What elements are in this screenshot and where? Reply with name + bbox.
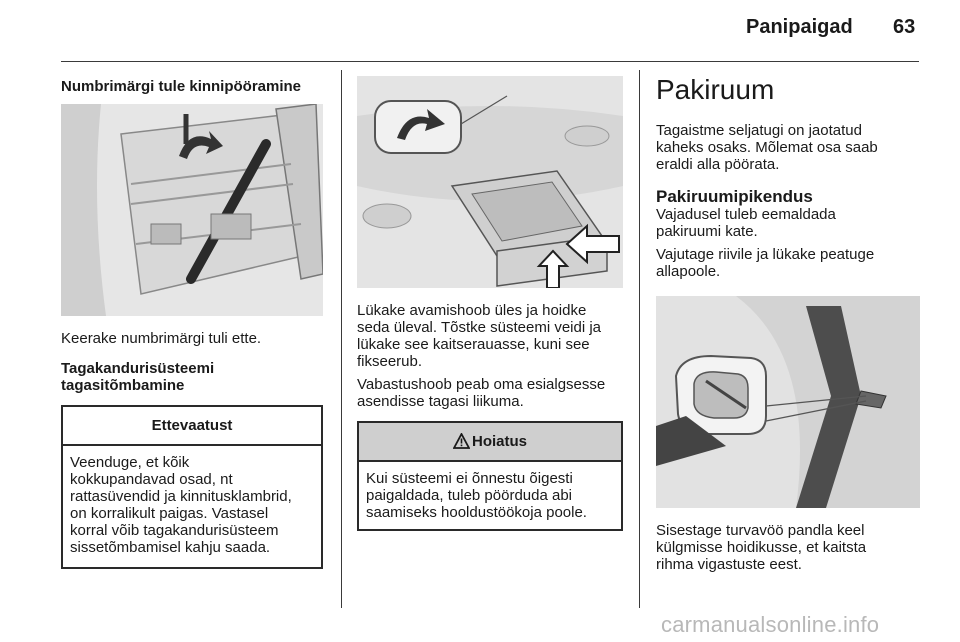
text-line: fikseerub. (357, 353, 423, 370)
caution-body (63, 446, 321, 564)
warning-body (359, 462, 621, 529)
rear-carrier-drawing (357, 76, 623, 288)
extension-para-1 (656, 206, 920, 240)
column-3-text (656, 74, 920, 280)
caution-title: Ettevaatust (63, 407, 321, 446)
text-line: lükake see kaitserauasse, kuni see (357, 336, 590, 353)
text-line: Sisestage turvavöö pandla keel (656, 522, 865, 539)
column-divider-2 (639, 70, 640, 608)
column-1 (61, 72, 323, 95)
section-heading-license-light: Numbrimärgi tule kinnipööramine (61, 78, 302, 95)
text-line: kaheks osaks. Mõlemat osa saab (656, 139, 878, 156)
warning-box (357, 421, 623, 531)
header-rule (61, 61, 919, 62)
caution-line: sissetõmbamisel kahju saada. (70, 539, 271, 556)
caution-line: on korralikult paigas. Vastasel (70, 505, 269, 522)
caption-license-light: Keerake numbrimärgi tuli ette. (61, 330, 262, 347)
text-line: Vajutage riivile ja lükake peatuge (656, 246, 875, 263)
text-line: Vabastushoob peab oma esialgsesse (357, 376, 606, 393)
column-divider-1 (341, 70, 342, 608)
warning-triangle-icon (453, 426, 470, 463)
seatbelt-drawing (656, 296, 920, 508)
column-1-lower (61, 330, 323, 394)
section-title-luggage: Pakiruum (656, 74, 775, 105)
warning-line: Kui süsteemi ei õnnestu õigesti (366, 470, 573, 487)
warning-line: paigaldada, tuleb pöörduda abi (366, 487, 573, 504)
text-line: asendisse tagasi liikuma. (357, 393, 524, 410)
page-header-title: Panipaigad (746, 16, 853, 38)
license-light-illustration (61, 104, 323, 316)
column-3-caption (656, 522, 920, 573)
instruction-para-2 (357, 376, 623, 410)
caution-line: kokkupandavad osad, nt (70, 471, 233, 488)
intro-paragraph (656, 122, 920, 173)
caution-line: Veenduge, et kõik (70, 454, 190, 471)
rear-carrier-illustration (357, 76, 623, 288)
license-light-drawing (61, 104, 323, 316)
text-line: seda üleval. Tõstke süsteemi veidi ja (357, 319, 602, 336)
text-line: Tagaistme seljatugi on jaotatud (656, 122, 862, 139)
extension-para-2 (656, 246, 920, 280)
text-line: eraldi alla pöörata. (656, 156, 780, 173)
text-line: allapoole. (656, 263, 721, 280)
caution-line: korral võib tagakandurisüsteem (70, 522, 279, 539)
page-number: 63 (893, 16, 916, 38)
text-line: rihma vigastuste eest. (656, 556, 802, 573)
warning-line: saamiseks hooldustöökoja poole. (366, 504, 587, 521)
warning-header (359, 423, 621, 462)
watermark-text: carmanualsonline.info (661, 612, 880, 637)
seatbelt-caption (656, 522, 920, 573)
text-line: külgmisse hoidikusse, et kaitsta (656, 539, 867, 556)
text-line: pakiruumi kate. (656, 223, 758, 240)
section-heading-carrier-line2: tagasitõmbamine (61, 377, 185, 394)
subheading-extension: Pakiruumipikendus (656, 187, 813, 206)
caution-box (61, 405, 323, 569)
caution-line: rattasüvendid ja kinnitusklambrid, (70, 488, 292, 505)
seatbelt-illustration (656, 296, 920, 508)
warning-title: Hoiatus (471, 433, 527, 450)
column-2-text (357, 302, 623, 410)
section-heading-carrier-line1: Tagakandurisüsteemi (61, 360, 215, 377)
instruction-para-1 (357, 302, 623, 370)
text-line: Lükake avamishoob üles ja hoidke (357, 302, 587, 319)
text-line: Vajadusel tuleb eemaldada (656, 206, 836, 223)
